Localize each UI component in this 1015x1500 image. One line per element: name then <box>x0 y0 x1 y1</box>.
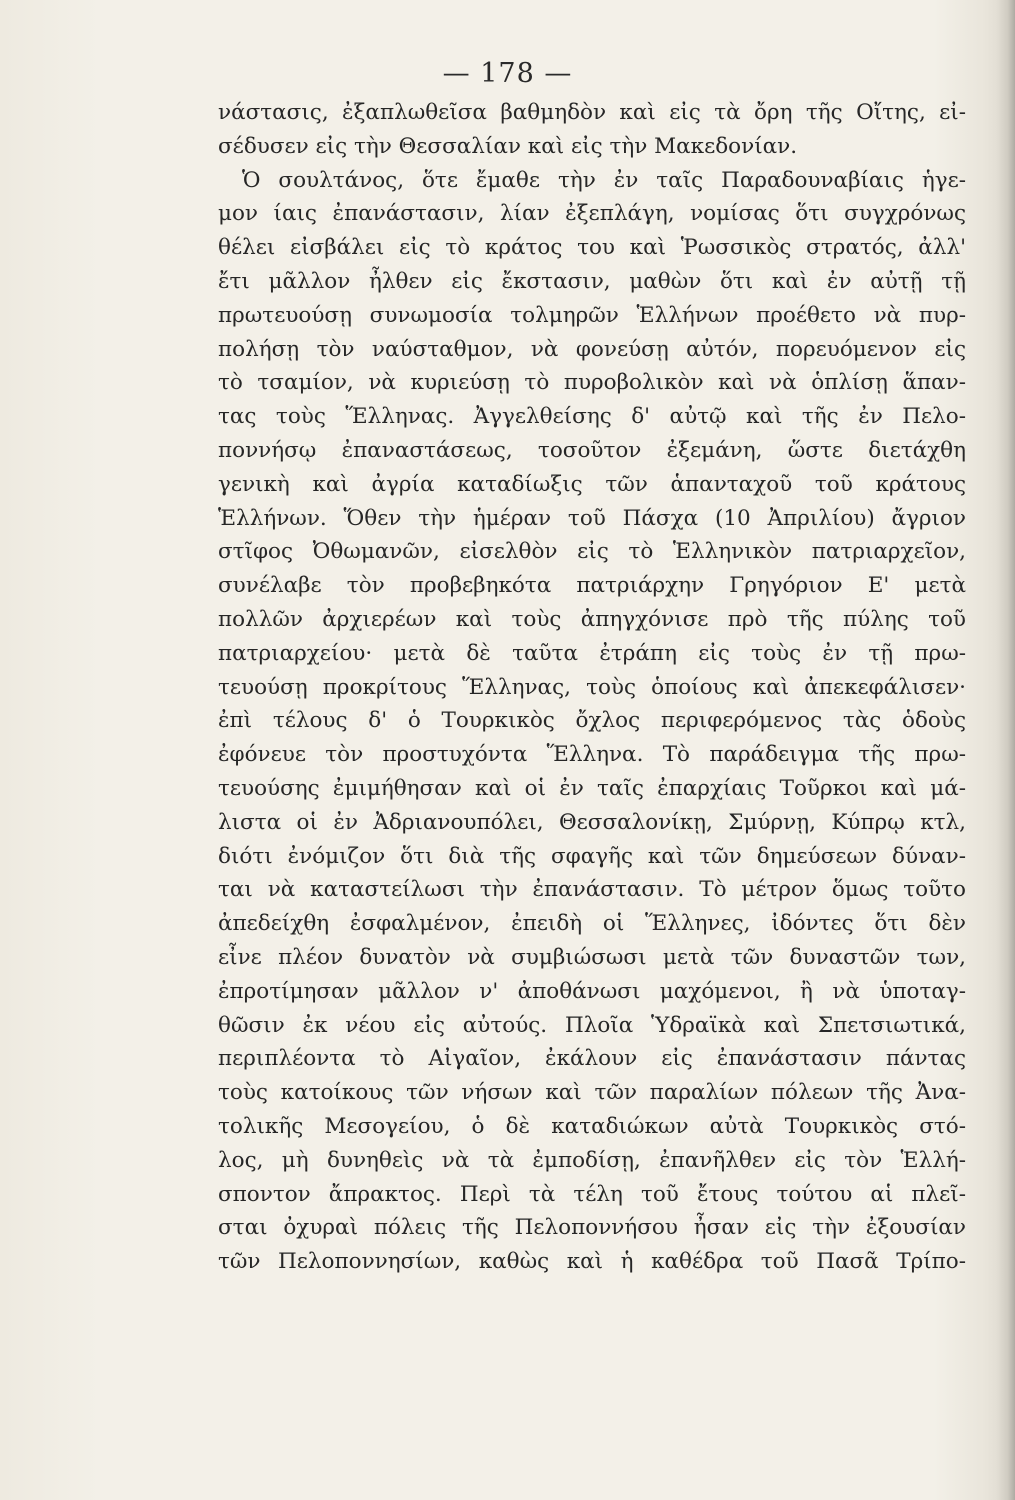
text-line: σποντον ἄπρακτος. Περὶ τὰ τέλη τοῦ ἔτους τούτου αἱ πλεῖ- <box>218 1181 966 1207</box>
text-line: στῖφος Ὀθωμανῶν, εἰσελθὸν εἰς τὸ Ἑλληνικὸν πατριαρχεῖον, <box>218 539 966 565</box>
text-line: πολήσῃ τὸν ναύσταθμον, νὰ φονεύσῃ αὐτόν, πορευόμενον εἰς <box>218 336 966 362</box>
text-line: εἶνε πλέον δυνατὸν νὰ συμβιώσωσι μετὰ τῶν δυναστῶν των, <box>218 944 966 970</box>
text-line: ἐφόνευε τὸν προστυχόντα Ἕλληνα. Τὸ παράδειγμα τῆς πρω- <box>218 742 966 768</box>
text-line: λος, μὴ δυνηθεὶς νὰ τὰ ἐμποδίσῃ, ἐπανῆλθεν εἰς τὸν Ἑλλή- <box>218 1147 966 1173</box>
text-line: ἐπὶ τέλους δ' ὁ Τουρκικὸς ὄχλος περιφερόμενος τὰς ὁδοὺς <box>218 708 966 734</box>
text-line: ται νὰ καταστείλωσι τὴν ἐπανάστασιν. Τὸ μέτρον ὅμως τοῦτο <box>218 877 966 903</box>
text-line: σέδυσεν εἰς τὴν Θεσσαλίαν καὶ εἰς τὴν Μακεδονίαν. <box>218 133 798 159</box>
text-line: σται ὀχυραὶ πόλεις τῆς Πελοποννήσου ἦσαν εἰς τὴν ἐξουσίαν <box>218 1215 966 1241</box>
body-text <box>218 96 966 1279</box>
text-line: διότι ἐνόμιζον ὅτι διὰ τῆς σφαγῆς καὶ τῶν δημεύσεων δύναν- <box>218 843 966 869</box>
text-line: θέλει εἰσβάλει εἰς τὸ κράτος του καὶ Ῥωσσικὸς στρατός, ἀλλ' <box>218 235 966 261</box>
text-line: τας τοὺς Ἕλληνας. Ἀγγελθείσης δ' αὐτῷ καὶ τῆς ἐν Πελο- <box>218 404 966 430</box>
text-line: Ὁ σουλτάνος, ὅτε ἔμαθε τὴν ἐν ταῖς Παραδουναβίαις ἡγε- <box>242 167 966 193</box>
text-line: πρωτευούσῃ συνωμοσία τολμηρῶν Ἑλλήνων προέθετο νὰ πυρ- <box>218 302 966 328</box>
text-line: πατριαρχείου· μετὰ δὲ ταῦτα ἐτράπη εἰς τοὺς ἐν τῇ πρω- <box>218 640 966 666</box>
page-number: — 178 — <box>442 58 573 89</box>
text-line: τευούσης ἐμιμήθησαν καὶ οἱ ἐν ταῖς ἐπαρχίαις Τοῦρκοι καὶ μά- <box>218 775 966 801</box>
text-line: γενικὴ καὶ ἀγρία καταδίωξις τῶν ἁπανταχοῦ τοῦ κράτους <box>218 471 966 497</box>
text-line: ἐπροτίμησαν μᾶλλον ν' ἀποθάνωσι μαχόμενοι, ἢ νὰ ὑποταγ- <box>218 978 966 1004</box>
text-line: ἔτι μᾶλλον ἦλθεν εἰς ἔκστασιν, μαθὼν ὅτι καὶ ἐν αὐτῇ τῇ <box>218 268 966 294</box>
text-line: Ἑλλήνων. Ὅθεν τὴν ἡμέραν τοῦ Πάσχα (10 Ἀπριλίου) ἄγριον <box>218 505 966 531</box>
text-line: τῶν Πελοποννησίων, καθὼς καὶ ἡ καθέδρα τοῦ Πασᾶ Τρίπο- <box>218 1249 966 1275</box>
text-line: θῶσιν ἐκ νέου εἰς αὐτούς. Πλοῖα Ὑδραϊκὰ καὶ Σπετσιωτικά, <box>218 1012 966 1038</box>
text-line: συνέλαβε τὸν προβεβηκότα πατριάρχην Γρηγόριον Ε' μετὰ <box>218 573 966 599</box>
text-line: τοὺς κατοίκους τῶν νήσων καὶ τῶν παραλίων πόλεων τῆς Ἀνα- <box>218 1080 966 1106</box>
text-line: ποννήσῳ ἐπαναστάσεως, τοσοῦτον ἐξεμάνη, ὥστε διετάχθη <box>218 437 966 463</box>
text-line: πολλῶν ἀρχιερέων καὶ τοὺς ἀπηγχόνισε πρὸ τῆς πύλης τοῦ <box>218 606 966 632</box>
text-line: τευούσῃ προκρίτους Ἕλληνας, τοὺς ὁποίους καὶ ἀπεκεφάλισεν· <box>218 674 966 700</box>
text-line: λιστα οἱ ἐν Ἀδριανουπόλει, Θεσσαλονίκῃ, Σμύρνῃ, Κύπρῳ κτλ, <box>218 809 966 835</box>
text-line: ἀπεδείχθη ἐσφαλμένον, ἐπειδὴ οἱ Ἕλληνες, ἰδόντες ὅτι δὲν <box>218 911 966 937</box>
text-line: μον ίαις ἐπανάστασιν, λίαν ἐξεπλάγη, νομίσας ὅτι συγχρόνως <box>218 201 966 227</box>
text-line: νάστασις, ἐξαπλωθεῖσα βαθμηδὸν καὶ εἰς τὰ ὄρη τῆς Οἴτης, εἰ- <box>218 100 966 125</box>
page-binding-edge <box>997 0 1015 1500</box>
text-line: περιπλέοντα τὸ Αἰγαῖον, ἐκάλουν εἰς ἐπανάστασιν πάντας <box>218 1046 966 1072</box>
text-line: τολικῆς Μεσογείου, ὁ δὲ καταδιώκων αὐτὰ Τουρκικὸς στό- <box>218 1113 966 1139</box>
text-line: τὸ τσαμίον, νὰ κυριεύσῃ τὸ πυροβολικὸν καὶ νὰ ὁπλίσῃ ἅπαν- <box>218 370 966 396</box>
